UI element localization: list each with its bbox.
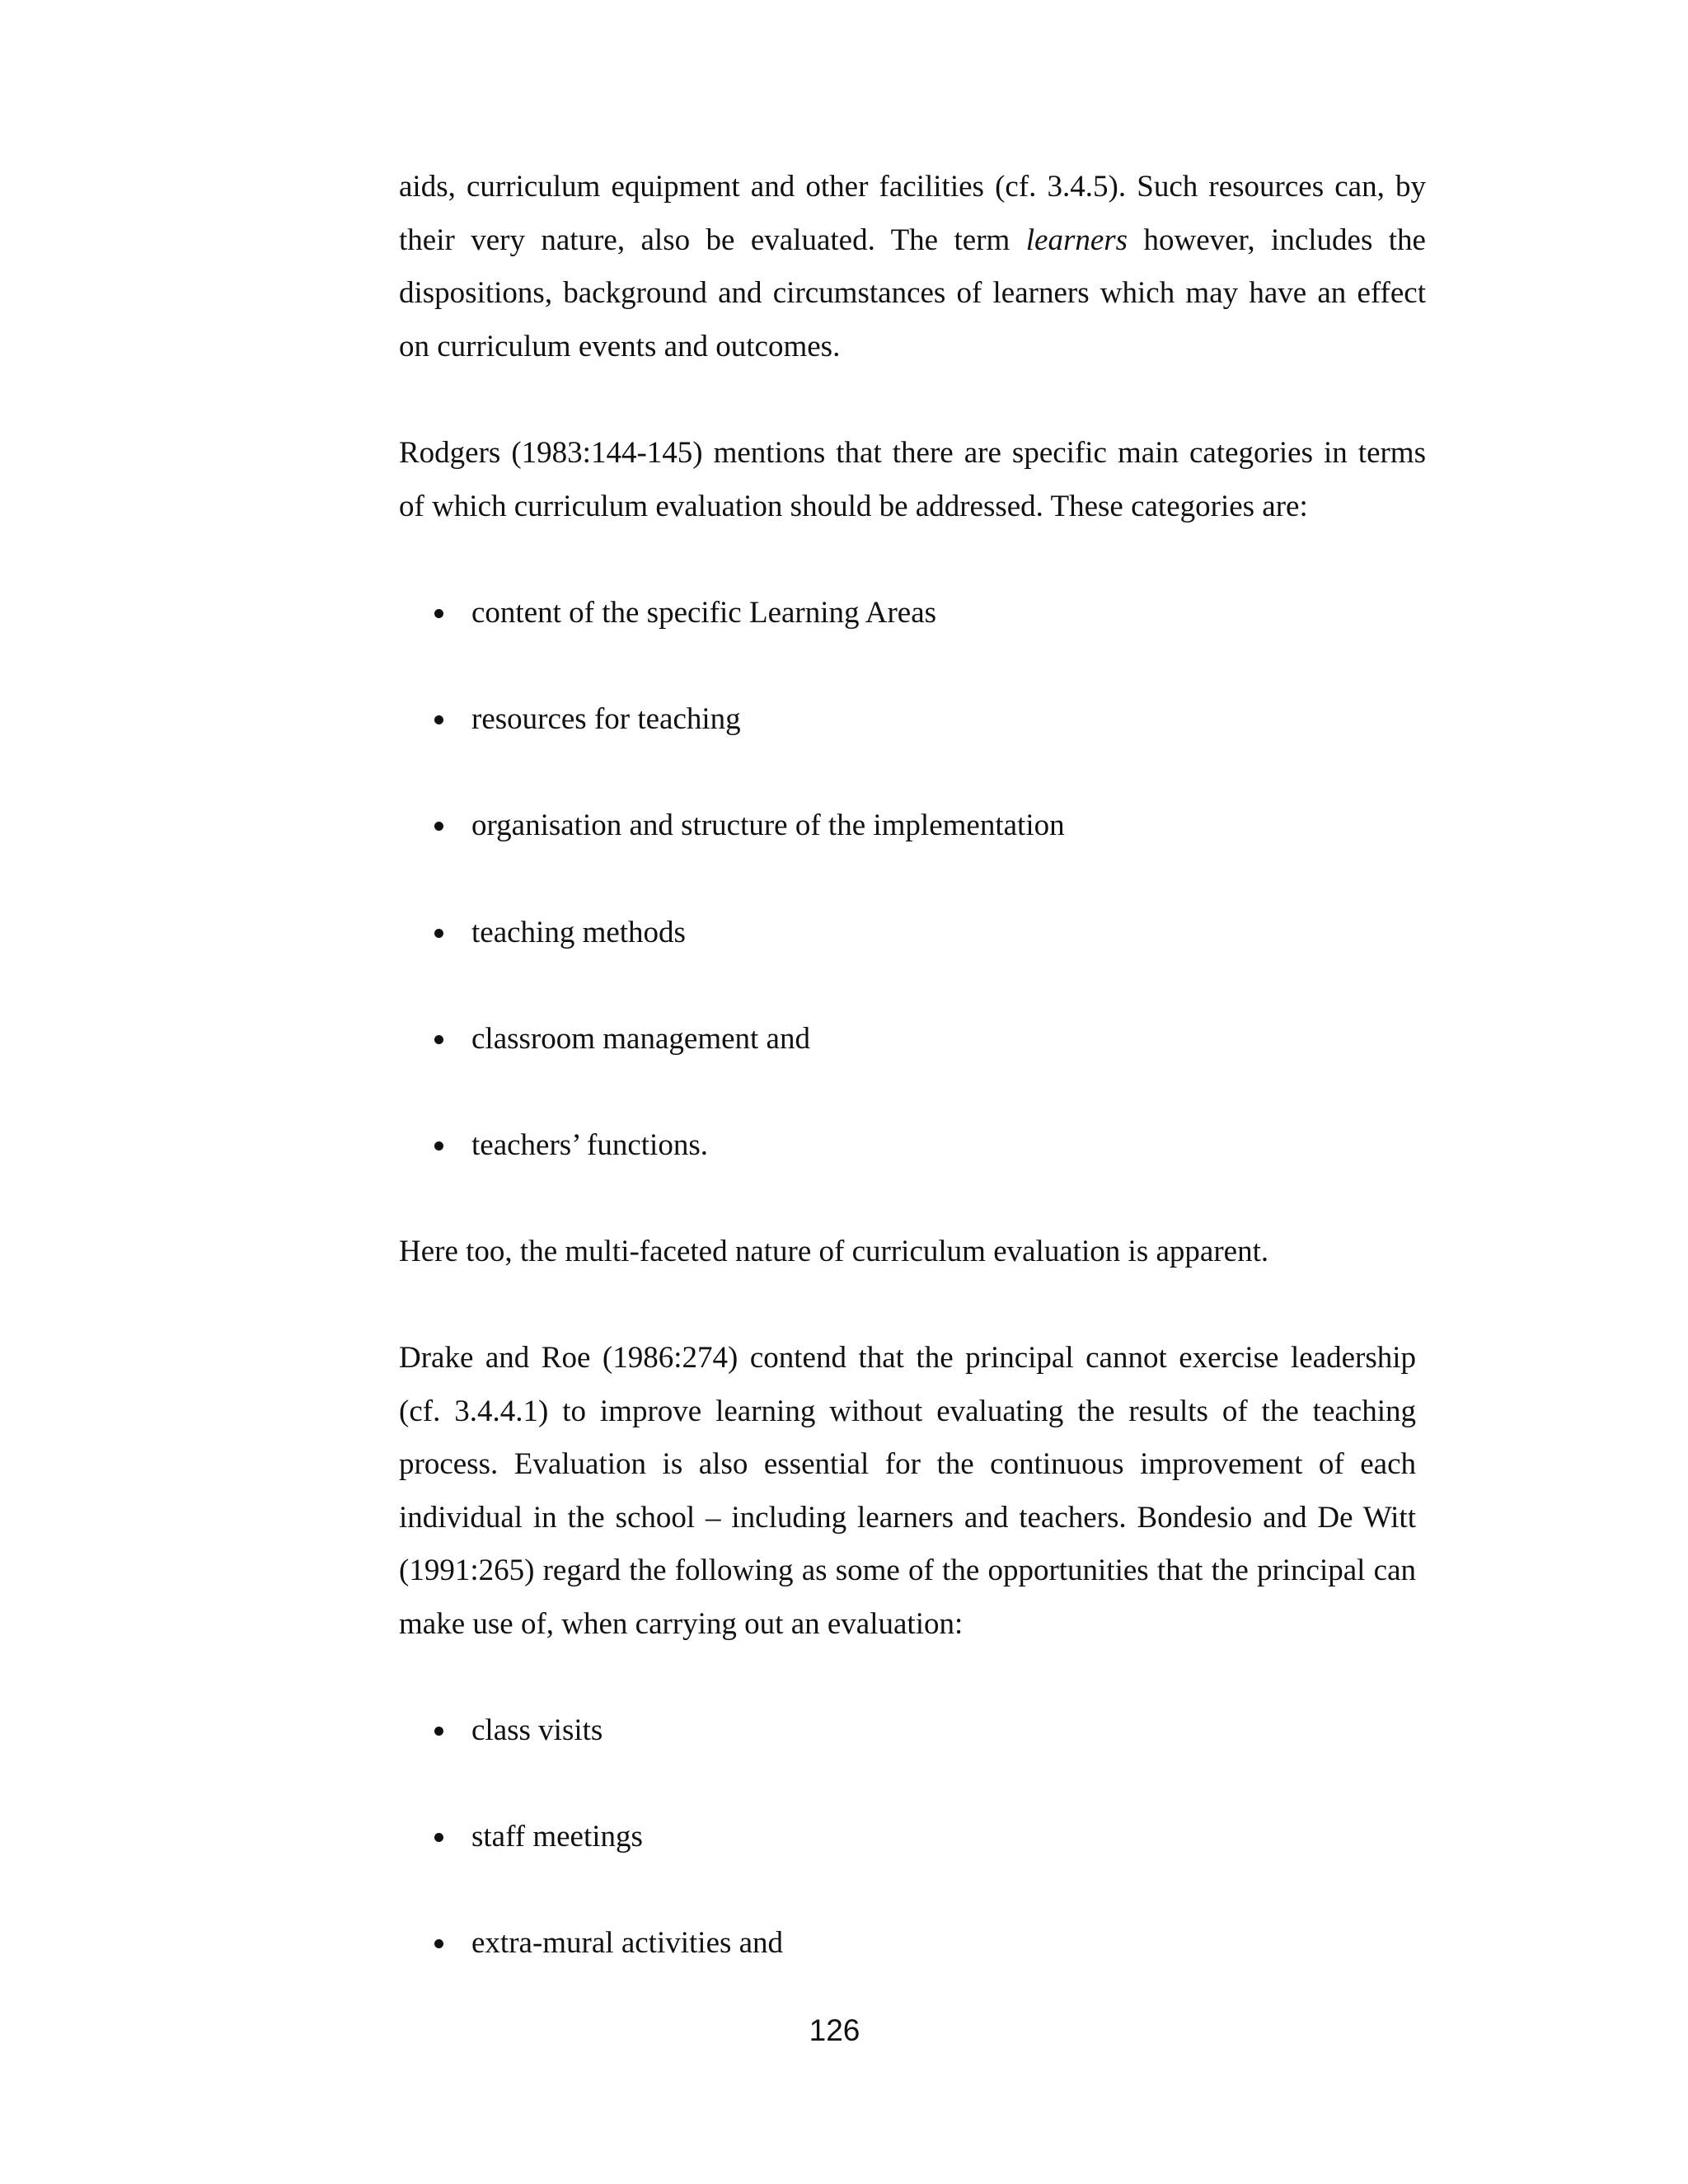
list-item: [399, 1013, 1426, 1119]
bullet-icon: [434, 715, 443, 724]
bullet-icon: [434, 1833, 443, 1842]
categories-bullet-list: [399, 587, 1426, 1226]
list-item-text: extra-mural activities and: [471, 1926, 784, 1961]
list-item: [399, 907, 1426, 1013]
list-item: [399, 1119, 1426, 1226]
opportunities-bullet-list: [399, 1704, 1426, 2024]
bullet-icon: [434, 1141, 443, 1151]
list-item: [399, 693, 1426, 799]
bullet-icon: [434, 1939, 443, 1948]
paragraph-resources: [399, 161, 1426, 373]
paragraph-multi-faceted: Here too, the multi-faceted nature of curriculum evaluation is apparent.: [399, 1235, 1269, 1268]
list-item-text: class visits: [471, 1713, 603, 1747]
list-item-text: resources for teaching: [471, 702, 741, 737]
list-item-text: classroom management and: [471, 1021, 810, 1056]
list-item-text: staff meetings: [471, 1820, 643, 1854]
bullet-icon: [434, 929, 443, 938]
list-item-text: content of the specific Learning Areas: [471, 596, 937, 630]
paragraph-drake-roe: Drake and Roe (1986:274) contend that the principal cannot exercise leadership (cf. 3.4.4.1) to improve learning without evaluating the results of the teaching process. Evaluation is also essential for the continuous improvement of each individual in the school – including learners and teachers. Bondesio and De Witt (1991:265) regard the following as some of the opportunities that the principal can make use of, when carrying out an evaluation:: [399, 1341, 1416, 1641]
paragraph-resources-text-start: aids, curriculum equipment and other facilities (cf. 3.4.5). Such resources can, by their very nature, also be evaluated. The term: [399, 170, 1426, 257]
list-item: [399, 1917, 1426, 2023]
list-item: [399, 587, 1426, 693]
bullet-icon: [434, 822, 443, 831]
list-item-text: teachers’ functions.: [471, 1127, 708, 1162]
bullet-icon: [434, 1035, 443, 1044]
bullet-icon: [434, 609, 443, 618]
paragraph-rodgers: Rodgers (1983:144-145) mentions that there are specific main categories in terms of which curriculum evaluation should be addressed. These categories are:: [399, 436, 1426, 523]
list-item: [399, 1704, 1426, 1811]
list-item-text: organisation and structure of the implementation: [471, 808, 1065, 843]
list-item-text: teaching methods: [471, 915, 686, 949]
list-item: [399, 799, 1426, 906]
bullet-icon: [434, 1727, 443, 1736]
paragraph-resources-text-end: however, includes the dispositions, background and circumstances of learners which may have an effect on curriculum events and outcomes.: [399, 223, 1426, 363]
emphasis-learners: learners: [1025, 223, 1128, 257]
list-item: [399, 1811, 1426, 1917]
page-number: 126: [809, 2013, 860, 2047]
